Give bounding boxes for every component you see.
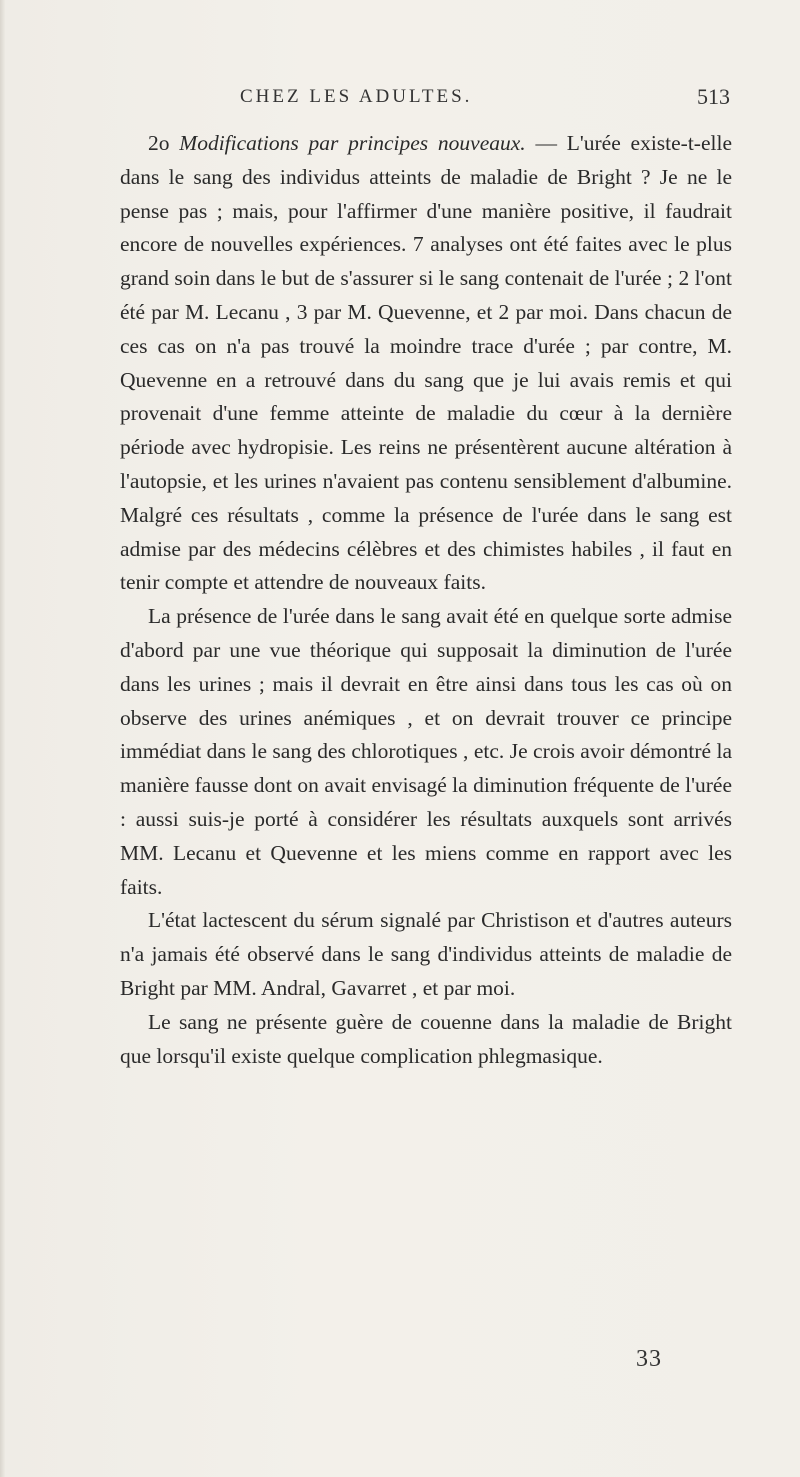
paragraph-1 [120, 127, 732, 600]
paragraph-4: Le sang ne présente guère de couenne dans la maladie de Bright que lorsqu'il existe quelque complication phlegmasique. [120, 1009, 732, 1068]
page-header [118, 86, 730, 116]
running-head: CHEZ LES ADULTES. [240, 86, 473, 107]
section-title: Modifications par principes nouveaux. [179, 131, 526, 155]
paragraph-1-text: — L'urée existe-t-elle dans le sang des individus atteints de maladie de Bright ? Je ne le pense pas ; mais, pour l'affirmer d'une manière positive, il faudrait encore de nouvelles expériences. 7 analyses ont été faites avec le plus grand soin dans le but de s'assurer si le sang contenait de l'urée ; 2 l'ont été par M. Lecanu , 3 par M. Quevenne, et 2 par moi. Dans chacun de ces cas on n'a pas trouvé la moindre trace d'urée ; par contre, M. Quevenne en a retrouvé dans du sang que je lui avais remis et qui provenait d'une femme atteinte de maladie du cœur à la dernière période avec hydropisie. Les reins ne présentèrent aucune altération à l'autopsie, et les urines n'avaient pas contenu sensiblement d'albumine. Malgré ces résultats , comme la présence de l'urée dans le sang est admise par des médecins célèbres et des chimistes habiles , il faut en tenir compte et attendre de nouveaux faits. [120, 131, 732, 595]
page-gutter [0, 0, 6, 1477]
signature-mark: 33 [636, 1346, 662, 1372]
section-number: 2o [148, 131, 170, 155]
paragraph-2: La présence de l'urée dans le sang avait été en quelque sorte admise d'abord par une vue théorique qui supposait la diminution de l'urée dans les urines ; mais il devrait en être ainsi dans tous les cas où on observe des urines anémiques , et on devrait trouver ce principe immédiat dans le sang des chlorotiques , etc. Je crois avoir démontré la manière fausse dont on avait envisagé la diminution fréquente de l'urée : aussi suis-je porté à considérer les résultats auxquels sont arrivés MM. Lecanu et Quevenne et les miens comme en rapport avec les faits. [120, 604, 732, 899]
body-text [120, 127, 732, 1073]
page-number: 513 [697, 84, 730, 109]
paragraph-3: L'état lactescent du sérum signalé par Christison et d'autres auteurs n'a jamais été observé dans le sang d'individus atteints de maladie de Bright par MM. Andral, Gavarret , et par moi. [120, 908, 732, 1000]
